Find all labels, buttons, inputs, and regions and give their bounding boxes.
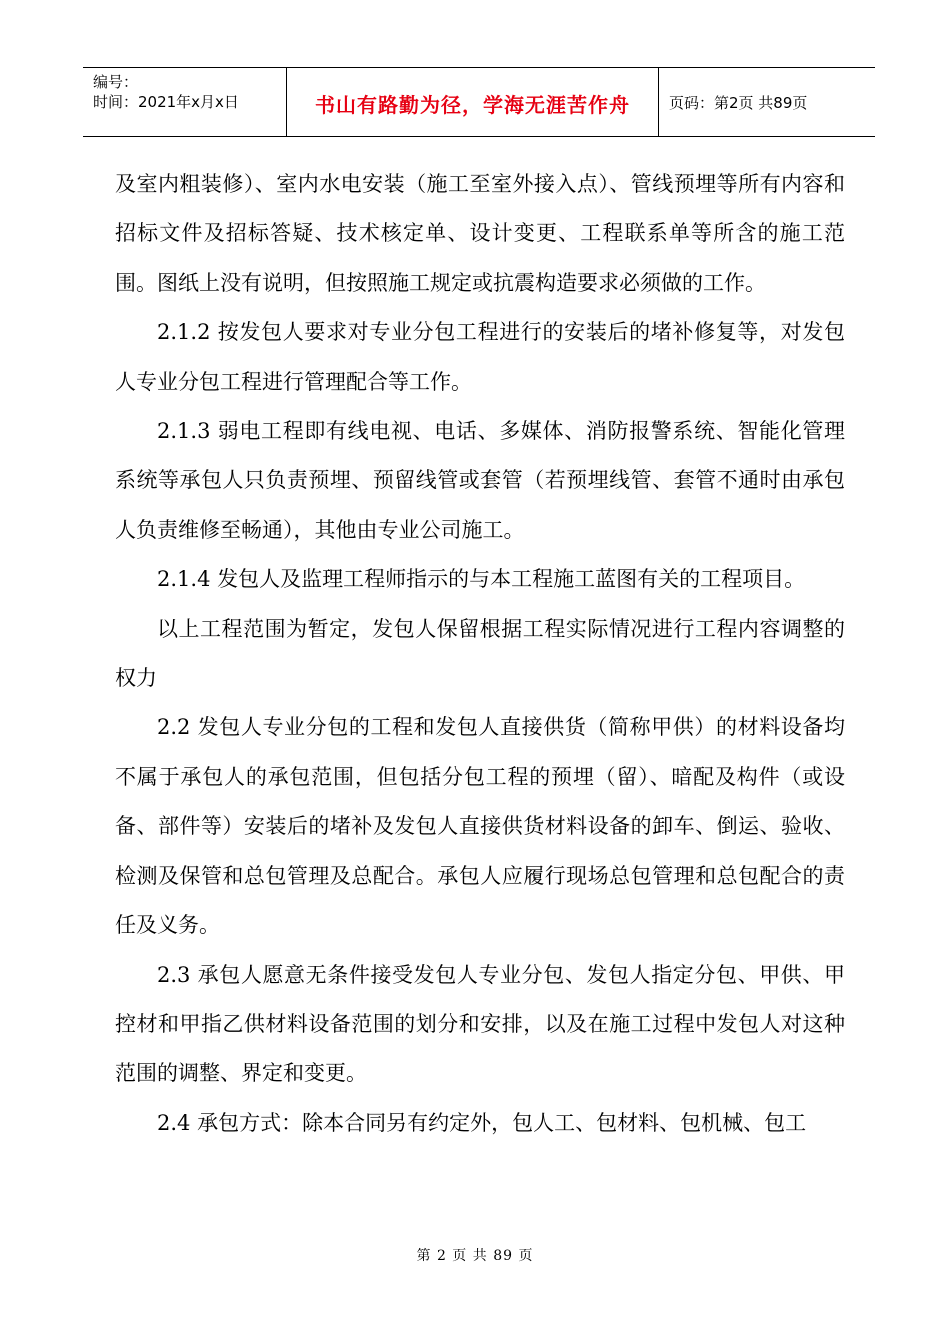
- document-header: [83, 67, 875, 137]
- document-number-label: 编号：: [93, 73, 139, 91]
- paragraph-continuation: 及室内粗装修）、室内水电安装（施工至室外接入点）、管线预埋等所有内容和招标文件及招标答疑、技术核定单、设计变更、工程联系单等所含的施工范围。图纸上没有说明，但按照施工规定或抗震构造要求必须做的工作。: [115, 172, 845, 295]
- header-motto: 书山有路勤为径，学海无涯苦作舟: [286, 68, 659, 136]
- header-page-number: 页码：第2页 共89页: [669, 93, 808, 112]
- paragraph-2-2: 2.2 发包人专业分包的工程和发包人直接供货（简称甲供）的材料设备均不属于承包人的承包范围，但包括分包工程的预埋（留）、暗配及构件（或设备、部件等）安装后的堵补及发包人直接供货材料设备的卸车、倒运、验收、检测及保管和总包管理及总配合。承包人应履行现场总包管理和总包配合的责任及义务。: [115, 715, 845, 938]
- document-body: [115, 160, 845, 1148]
- paragraph-2-1-4: 2.1.4 发包人及监理工程师指示的与本工程施工蓝图有关的工程项目。: [157, 567, 806, 592]
- paragraph-scope-note: 以上工程范围为暂定，发包人保留根据工程实际情况进行工程内容调整的权力: [115, 616, 845, 691]
- document-time-label: 时间：2021年x月x日: [93, 93, 239, 111]
- paragraph-2-4: 2.4 承包方式：除本合同另有约定外，包人工、包材料、包机械、包工: [157, 1110, 807, 1135]
- header-meta: [83, 68, 286, 136]
- paragraph-2-3: 2.3 承包人愿意无条件接受发包人专业分包、发包人指定分包、甲供、甲控材和甲指乙供材料设备范围的划分和安排，以及在施工过程中发包人对这种范围的调整、界定和变更。: [115, 962, 845, 1086]
- page-footer: 第 2 页 共 89 页: [416, 1248, 534, 1264]
- paragraph-2-1-2: 2.1.2 按发包人要求对专业分包工程进行的安装后的堵补修复等，对发包人专业分包工程进行管理配合等工作。: [115, 320, 845, 394]
- paragraph-2-1-3: 2.1.3 弱电工程即有线电视、电话、多媒体、消防报警系统、智能化管理系统等承包人只负责预埋、预留线管或套管（若预埋线管、套管不通时由承包人负责维修至畅通），其他由专业公司施工。: [115, 419, 845, 542]
